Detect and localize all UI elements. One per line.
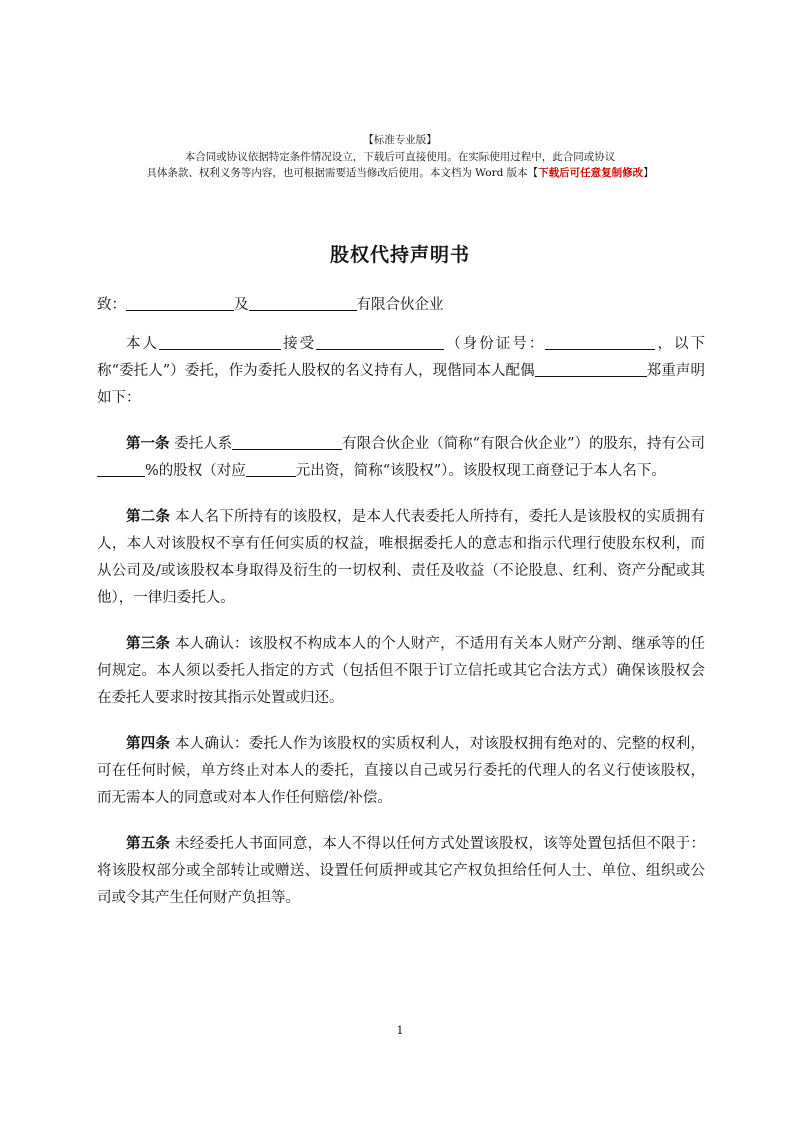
- blank-spouse-name[interactable]: [535, 358, 647, 377]
- salutation-to: 致：: [97, 297, 126, 313]
- article-3-text: 本人确认：该股权不构成本人的个人财产，不适用有关本人财产分割、继承等的任何规定。本人须以委托人指定的方式（包括但不限于订立信托或其它合法方式）确保该股权会在委托人要求时按其指示处置或归还。: [97, 636, 706, 706]
- document-body: [97, 292, 705, 930]
- blank-partnership-name[interactable]: [232, 431, 342, 450]
- article-4-label: 第四条: [126, 735, 171, 752]
- blank-capital-amount[interactable]: [246, 458, 296, 477]
- article-2-text: 本人名下所持有的该股权，是本人代表委托人所持有，委托人是该股权的实质拥有人，本人对该股权不享有任何实质的权益，唯根据委托人的意志和指示代理行使股东权利，而从公司及/或该股权本身取得及衍生的一切权利、责任及收益（不论股息、红利、资产分配或其他），一律归委托人。: [97, 509, 706, 606]
- article-1-part1: 委托人系: [174, 436, 233, 452]
- document-title: 股权代持声明书: [329, 244, 470, 266]
- article-2: [97, 503, 705, 612]
- salutation-entity: 有限合伙企业: [356, 297, 444, 313]
- blank-partnership-2[interactable]: [249, 292, 357, 311]
- intro-id-close: ，以下称“委托人”）委托，作为委托人股权的名义持有人，现偕同本人配偶: [97, 336, 706, 379]
- intro-declare: 郑重声明如下：: [97, 363, 706, 406]
- page-number: 1: [396, 1024, 404, 1037]
- blank-principal-name[interactable]: [316, 331, 444, 350]
- notice-line-1: 本合同或协议依据特定条件情况设立，下载后可直接使用。在实际使用过程中，此合同或协议: [184, 151, 616, 163]
- intro-accept: 接受: [281, 336, 317, 352]
- article-5-text: 未经委托人书面同意，本人不得以任何方式处置该股权，该等处置包括但不限于：将该股权部分或全部转让或赠送、设置任何质押或其它产权负担给任何人士、单位、组织或公司或令其产生任何财产负担等。: [97, 836, 706, 906]
- article-1-part2: 有限合伙企业（简称“有限合伙企业”）的股东，持有公司: [342, 436, 706, 452]
- blank-id-number[interactable]: [545, 331, 655, 350]
- article-5: [97, 830, 705, 912]
- salutation: [97, 292, 705, 319]
- download-edit-note: 下载后可任意复制修改: [538, 167, 644, 179]
- article-1: [97, 430, 705, 485]
- bracket-open: 【: [527, 167, 539, 179]
- bracket-close: 】: [643, 167, 654, 179]
- notice-line-2: [60, 165, 740, 181]
- intro-id-open: （身份证号：: [444, 336, 546, 352]
- edition-tag: 【标准专业版】: [363, 134, 437, 146]
- blank-share-percent[interactable]: [97, 458, 145, 477]
- salutation-and: 及: [234, 297, 249, 313]
- intro-paragraph: [97, 331, 705, 412]
- article-4: [97, 730, 705, 812]
- article-1-part4: 元出资，简称“该股权”）。该股权现工商登记于本人名下。: [295, 463, 666, 479]
- article-3-label: 第三条: [126, 635, 171, 652]
- blank-partnership-1[interactable]: [126, 292, 234, 311]
- article-2-label: 第二条: [126, 508, 171, 525]
- article-3: [97, 630, 705, 712]
- document-header-notice: [60, 132, 740, 181]
- article-1-part3: %的股权（对应: [145, 463, 246, 479]
- article-4-text: 本人确认：委托人作为该股权的实质权利人，对该股权拥有绝对的、完整的权利，可在任何时候，单方终止对本人的委托，直接以自己或另行委托的代理人的名义行使该股权，而无需本人的同意或对本人作任何赔偿/补偿。: [97, 736, 706, 806]
- intro-self: 本人: [126, 336, 160, 352]
- article-1-label: 第一条: [126, 435, 170, 452]
- notice-line-2-text: 具体条款、权利义务等内容，也可根据需要适当修改后使用。本文档为 Word 版本: [146, 167, 528, 179]
- article-5-label: 第五条: [126, 835, 171, 852]
- blank-trustee-name[interactable]: [159, 331, 281, 350]
